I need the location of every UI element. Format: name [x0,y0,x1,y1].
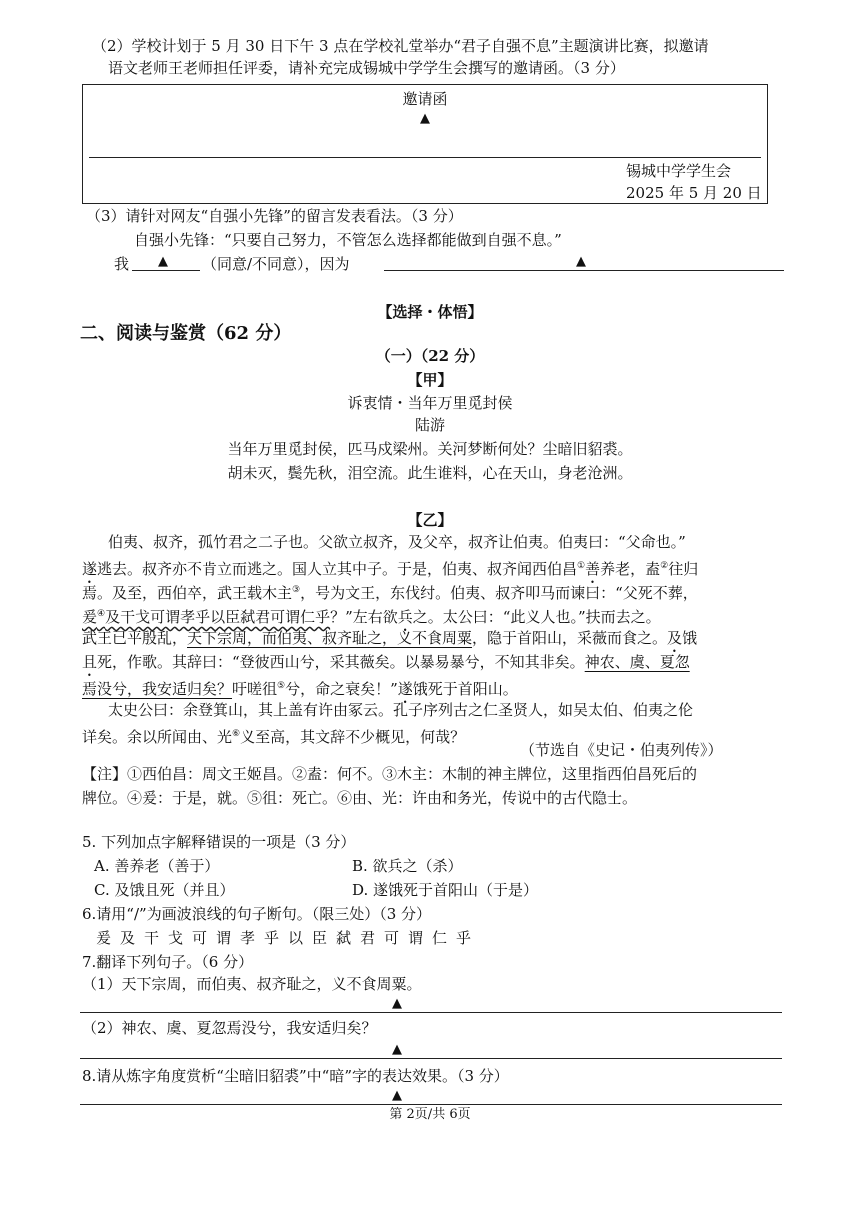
dotted-char: 遂 [397,680,413,698]
answer-line[interactable] [80,1058,782,1059]
section-banner: 【选择・体悟】 [377,303,483,321]
q5-option-a[interactable]: A. 善养老（善于） [94,857,220,875]
q3-blank-1[interactable] [132,270,200,271]
invitation-date: 2025 年 5 月 20 日 [626,184,762,202]
answer-line[interactable] [80,1012,782,1013]
q5-option-c[interactable]: C. 及饿且死（并且） [94,881,235,899]
poem-line-2: 胡未灭，鬓先秋，泪空流。此生谁料，心在天山，身老沧洲。 [227,464,633,482]
jia-label: 【甲】 [407,371,453,389]
passage-line: 遂逃去。叔齐亦不肯立而逃之。国人立其中子。于是，伯夷、叔齐闻西伯昌①善养老，盍②往归 [82,560,699,578]
answer-mark: ▲ [392,1088,402,1103]
passage-line: 焉。及至，西伯卒，武王载木主③，号为文王，东伐纣。伯夷、叔齐叩马而谏曰：“父死不葬， [82,584,698,602]
q3-quote: 自强小先锋：“只要自己努力，不管怎么选择都能做到自强不息。” [134,231,562,249]
underlined-sentence: 神农、虞、夏忽 [584,653,690,671]
passage-line: 伯夷、叔齐，孤竹君之二子也。父欲立叔齐，及父卒，叔齐让伯夷。伯夷曰：“父命也。” [108,533,686,551]
page-footer: 第 2页/共 6页 [389,1107,471,1122]
q2-line2: 语文老师王老师担任评委，请补充完成锡城中学学生会撰写的邀请函。（3 分） [108,59,625,77]
answer-mark: ▲ [392,1042,402,1057]
q3-prompt: （3）请针对网友“自强小先锋”的留言发表看法。（3 分） [86,207,463,225]
q5-option-d[interactable]: D. 遂饿死于首阳山（于是） [352,881,539,899]
q7-sentence-1: （1）天下宗周，而伯夷、叔齐耻之，义不食周粟。 [82,975,422,993]
dotted-char: 且 [82,653,98,671]
q3-fill-prefix: 我 [114,255,130,273]
part1-heading: （一）（22 分） [375,347,485,365]
answer-mark: ▲ [420,111,430,126]
passage-source: （节选自《史记・伯夷列传》） [520,741,723,759]
dotted-char: 及 [667,629,683,647]
answer-mark: ▲ [392,996,402,1011]
note-line-1: 【注】①西伯昌：周文王姬昌。②盍：何不。③木主：木制的神主牌位，这里指西伯昌死后的 [82,765,698,783]
invitation-box[interactable] [82,84,768,204]
q6-stem: 6.请用“/”为画波浪线的句子断句。（限三处）（3 分） [82,905,432,923]
note-line-2: 牌位。④爰：于是，就。⑤徂：死亡。⑥由、光：许由和务光，传说中的古代隐士。 [82,789,638,807]
q6-sentence[interactable]: 爰及干戈可谓孝乎以臣弑君可谓仁乎 [96,929,481,947]
invitation-signer: 锡城中学学生会 [626,162,732,180]
q7-stem: 7.翻译下列句子。（6 分） [82,953,254,971]
poem-author: 陆游 [414,416,445,434]
passage-line: 爰④及干戈可谓孝乎以臣弑君可谓仁乎？”左右欲兵之。太公曰：“此义人也。”扶而去之。 [82,608,661,626]
passage-line: 焉没兮，我安适归矣？吁嗟徂⑤兮，命之衰矣！”遂饿死于首阳山。 [82,680,518,698]
passage-line: 武王已平殷乱，天下宗周，而伯夷、叔齐耻之，义不食周粟，隐于首阳山，采薇而食之。及饿 [82,629,698,647]
answer-mark: ▲ [576,254,586,269]
dotted-char: 兵 [397,608,413,626]
passage-line: 太史公曰：余登箕山，其上盖有许由冢云。孔子序列古之仁圣贤人，如吴太伯、伯夷之伦 [108,701,694,719]
passage-line: 详矣。余以所闻由、光⑥义至高，其文辞不少概见，何哉？ [82,728,466,746]
q7-sentence-2: （2）神农、虞、夏忽焉没兮，我安适归矣？ [82,1019,377,1037]
q2-line1: （2）学校计划于 5 月 30 日下午 3 点在学校礼堂举办“君子自强不息”主题演讲比赛，拟邀请 [92,37,709,55]
section2-heading: 二、阅读与鉴赏（62 分） [80,323,292,344]
dotted-char: 善 [585,560,601,578]
q3-fill-option: （同意/不同意），因为 [202,255,350,273]
invitation-divider [89,157,761,158]
q8-stem: 8.请从炼字角度赏析“尘暗旧貂裘”中“暗”字的表达效果。（3 分） [82,1067,509,1085]
q3-blank-2[interactable] [384,270,784,271]
underlined-sentence: 天下宗周，而伯夷、叔齐耻之，义不食周粟 [187,629,473,647]
passage-line: 且死，作歌。其辞曰：“登彼西山兮，采其薇矣。以暴易暴兮，不知其非矣。神农、虞、夏忽 [82,653,690,671]
q5-stem: 5. 下列加点字解释错误的一项是（3 分） [82,833,356,851]
answer-line[interactable] [80,1104,782,1105]
dotted-char: 遂 [82,560,98,578]
yi-label: 【乙】 [407,511,453,529]
q5-option-b[interactable]: B. 欲兵之（杀） [352,857,463,875]
invitation-title: 邀请函 [402,90,448,108]
poem-line-1: 当年万里觅封侯，匹马戍梁州。关河梦断何处？尘暗旧貂裘。 [227,440,633,458]
poem-title: 诉衷情・当年万里觅封侯 [347,394,513,412]
wavy-sentence: 爰④及干戈可谓孝乎以臣弑君可谓仁乎 [82,608,331,626]
answer-mark: ▲ [158,254,168,269]
underlined-sentence: 焉没兮，我安适归矣？ [82,680,233,698]
